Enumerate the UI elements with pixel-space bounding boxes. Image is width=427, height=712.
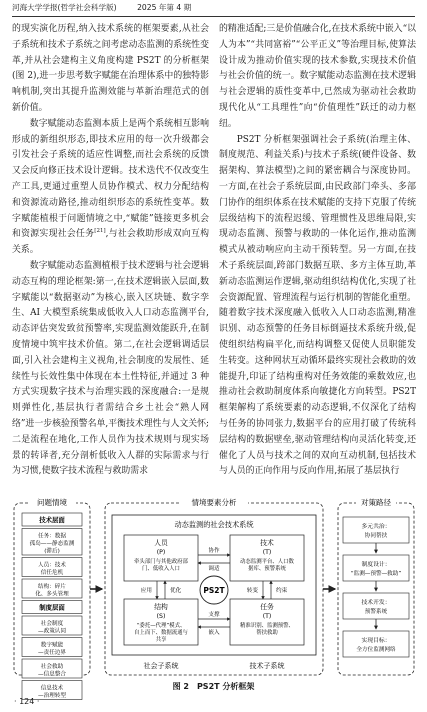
context-item-text: 制度层面 <box>39 603 65 612</box>
context-item-text: 社会救助 <box>40 664 64 670</box>
task-label: 任务 <box>260 603 274 611</box>
figure-caption: 图 2 PS2T 分析框架 <box>172 682 255 691</box>
right-column <box>219 22 416 480</box>
problem-context-panel <box>14 496 90 700</box>
countermeasure-text: 预警系统 <box>364 609 388 615</box>
countermeasure-box <box>343 555 409 581</box>
context-item-text: 人员：技术 <box>38 562 66 569</box>
paragraph: PS2T 分析框架强调社会子系统(治理主体、制度规范、利益关系)与技术子系统(硬件设备、数据架构、算法模型)之间的紧密耦合与深度协同。一方面,在社会子系统层面,由民政部门牵头、多部门协作的组织体系在技术赋能的支持下克服了传统层级结构下的流程迟缓、管理惯性及思维局限,实现动态监测、预警与救助的一体化运作,推动监测模式从被动响应向主动干预转型。另一方面,在技术子系统层面,跨部门数据互联、多方主体互助,革新动态监测运作逻辑,驱动组织结构优化,实现了社会资源配置、管理流程与运行机制的智能化重塑。随着数字技术深度融入低收入人口动态监测,精准识别、动态预警的任务目标倒逼技术系统升级,促使组织结构扁平化,而结构调整又促使人员职能发生转变。这种网状互动循环最终实现社会救助的效能提升,印证了结构重构对任务效能的乘数效应,也推动社会救助制度体系向敏捷化方向转型。PS2T 框架解构了系统要素的动态逻辑,不仅深化了结构与任务的协同张力,数据平台的应用打破了传统科层结构的数据壁垒,驱动管理结构向灵活化转变,还催化了人员与技术之间的双向互动机制,包括技术与人员的正向作用与反向作用,拓展了基层执行 <box>219 134 416 477</box>
page-number: · 124 · <box>14 697 40 706</box>
context-item-text: 信息技术 <box>40 685 64 692</box>
arrow-label: 约束 <box>276 588 288 594</box>
situation-analysis-panel <box>105 496 323 675</box>
countermeasure-box <box>343 593 409 619</box>
paragraph: 的现实演化历程,纳入技术系统的框架要素,从社会子系统和技术子系统之间考虑动态监测的系统性变革,并从社会建构主义角度构建 PS2T 的分析框架(图 2),进一步思考数字赋能在治理体系中的独特影响机制,突出其提升监测效能与革新治理范式的创新价值。 <box>12 24 209 113</box>
box-description: “委托—代理”模式、 <box>136 623 186 629</box>
arrow-label: 应用 <box>140 588 152 594</box>
system-title: 动态监测的社会技术系统 <box>174 520 254 529</box>
countermeasure-text: 实现目标： <box>361 638 391 644</box>
citation-ref: [21] <box>94 228 106 235</box>
countermeasure-text: 协同帮扶 <box>364 533 388 539</box>
box-description: 据库、预警系统 <box>248 566 286 572</box>
structure-code: (S) <box>156 613 166 620</box>
countermeasure-box <box>343 631 409 657</box>
context-item-text: 技术层面 <box>39 516 65 524</box>
countermeasure-text: “监测—预警—救助” <box>350 571 402 577</box>
panel-title: 问题情境 <box>37 498 67 507</box>
context-item-text: —政策认同 <box>38 628 66 635</box>
context-item-text: 化、多头管理 <box>35 591 69 598</box>
arrow-label: 优化 <box>170 588 182 594</box>
box-description: 精准识别、监测预警、 <box>240 623 294 629</box>
arrow-label: 嵌入 <box>208 630 220 636</box>
panel-title: 情境要素分析 <box>191 498 237 507</box>
structure-label: 结构 <box>154 603 168 611</box>
issue-label: 2025 年第 4 期 <box>137 3 192 12</box>
arrow-label: 调适 <box>208 566 220 572</box>
social-subsystem-label: 社会子系统 <box>143 662 179 670</box>
box-description: 门、低收入人口 <box>142 566 180 572</box>
arrow-label: 转变 <box>246 588 258 594</box>
context-item-text: 信任危机 <box>40 570 64 576</box>
countermeasure-panel <box>338 496 414 675</box>
box-description: 自上而下、数据流通与 <box>134 630 188 636</box>
context-item-text: 社会制度 <box>40 621 64 627</box>
context-item-text: 结构：碎片 <box>38 584 66 590</box>
paragraph: 数字赋能动态监测本质上是两个系统相互影响形成的新组织形态,即技术应用的每一次升级都会引发社会子系统的适应性调整,而社会系统的反馈又会反向修正技术设计逻辑。技术迭代不仅改变生产工具,更通过重塑人员协作模式、权力分配结构和资源流动路径,推动组织形态的系统性变革。数字赋能植根于问题情境之中,“赋能”链接更多机会和资源实现社会任务[21],与社会救助形成双向互构关系。 <box>12 118 209 256</box>
context-item-text: 数字赋能 <box>40 642 64 649</box>
countermeasure-text: 技术开发： <box>361 600 391 606</box>
left-column <box>12 22 209 480</box>
people-code: (P) <box>156 549 166 556</box>
countermeasure-text: 制度设计： <box>361 562 391 568</box>
context-item-text: 任务：数据 <box>38 533 66 540</box>
box-description: 帮扶救助 <box>256 630 278 636</box>
panel-title: 对策路径 <box>361 498 391 507</box>
technical-subsystem-label: 技术子系统 <box>249 662 285 670</box>
header-rule <box>12 16 415 17</box>
context-item-text: —治理转型 <box>38 693 66 699</box>
context-item-text: 孤岛——静态监测 <box>29 541 75 547</box>
countermeasure-text: 全方位监测网络 <box>356 647 396 653</box>
arrow-label: 协作 <box>208 548 220 554</box>
arrow-label: 支撑 <box>208 612 220 618</box>
box-description: 共享 <box>155 637 167 643</box>
box-description: 动态监测平台、人口数 <box>240 559 294 565</box>
countermeasure-text: 多元共治： <box>361 524 391 530</box>
context-item-text: —信息整合 <box>38 671 66 678</box>
box-description: 牵头部门与其他政府部 <box>134 559 188 565</box>
journal-name: 河海大学学报(哲学社会科学版) <box>12 3 117 12</box>
task-code: (T) <box>262 613 272 620</box>
running-header <box>12 2 415 17</box>
context-item-text: —责任边界 <box>38 650 66 656</box>
countermeasure-box <box>343 517 409 543</box>
people-label: 人员 <box>154 539 168 547</box>
tech-code: (T) <box>262 549 272 556</box>
paragraph: 数字赋能动态监测植根于技术逻辑与社会逻辑动态互构的理论框架:第一,在技术逻辑嵌入层面,数字赋能以“数据驱动”为核心,嵌入区块链、数字孪生、AI 大模型系统集成低收入人口动态监测平台,动态评估突发致贫预警率,实现监测效能跃升,在制度情境中筑牢技术价值。第二,在社会逻辑调适层面,引入社会建构主义视角,社会制度的发展性、延续性与长效性集中体现在本土性特征,并通过 3 种方式实现数字技术与治理实践的深度融合:一是规则弹性化,基层执行者需结合乡土社会“熟人网络”进一步核验预警名单,平衡技术理性与人文关怀;二是流程在地化,工作人员作为技术规则与现实场景的转译者,充分剖析低收入人群的实际需求与行为习惯,使数字技术流程与救助需求 <box>12 260 209 477</box>
core-label: PS2T <box>203 586 225 595</box>
tech-label: 技术 <box>260 539 274 547</box>
paragraph: 的精准适配;三是价值融合化,在技术系统中嵌入“以人为本”“共同富裕”“公平正义”等治理目标,使算法设计成为推动价值实现的技术参数,实现技术价值与社会价值的统一。数字赋能动态监测在技术逻辑与社会逻辑的质性变革中,已然成为驱动社会救助现代化从“工具理性”向“价值理性”跃迁的动力枢纽。 <box>219 24 416 129</box>
context-item-text: (滞后) <box>44 548 60 555</box>
